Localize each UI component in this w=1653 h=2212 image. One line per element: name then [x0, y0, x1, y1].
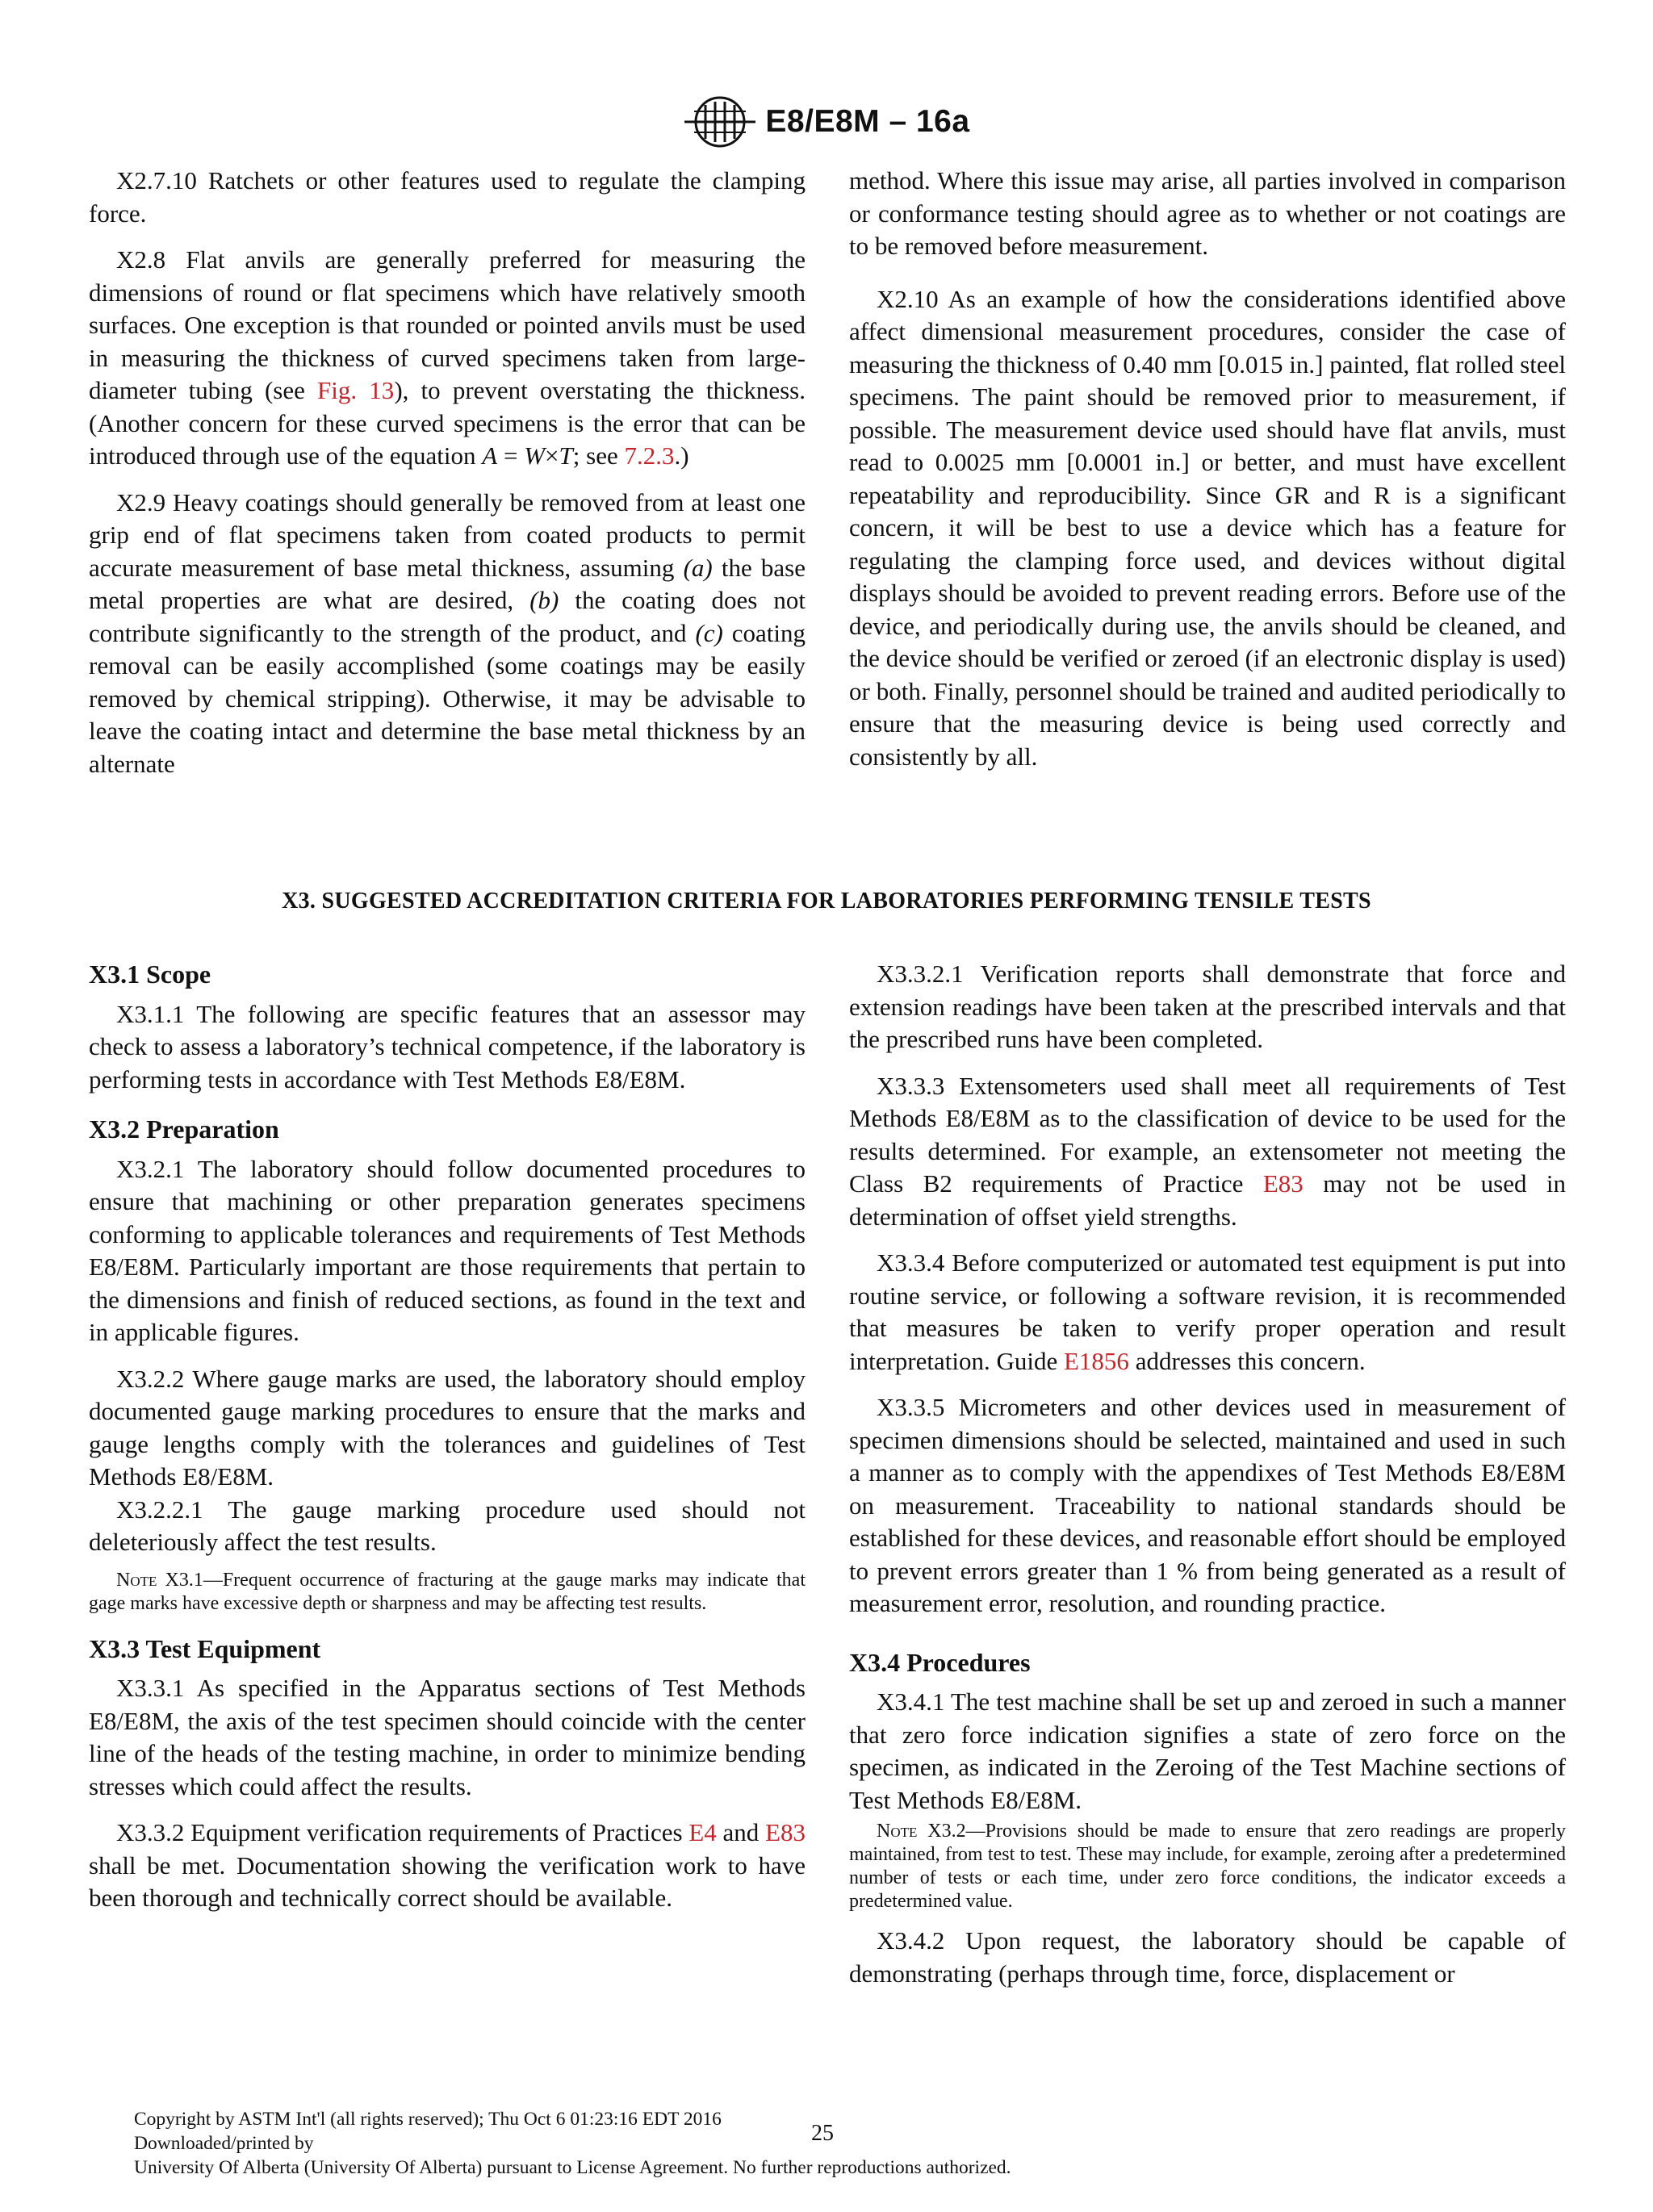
heading-x3-2: X3.2 Preparation: [89, 1114, 279, 1144]
para-x3-2-1: X3.2.1 The laboratory should follow documented procedures to ensure that machining or other preparation generates specimens conforming to applicable tolerances and requirements of Test Methods E8/E8M. Particularly important are those requirements that pertain to the dimensions and finish of reduced sections, as found in the text and in applicable figures.: [89, 1154, 806, 1346]
footer-license: University Of Alberta (University Of Alberta) pursuant to License Agreement. No further reproductions authorized.: [134, 2157, 1011, 2178]
para-x3-3-2-1: X3.3.2.1 Verification reports shall demonstrate that force and extension readings have been taken at the prescribed intervals and that the prescribed runs have been completed.: [849, 960, 1566, 1053]
heading-x3-4: X3.4 Procedures: [849, 1647, 1031, 1677]
link-e83-practice[interactable]: E83: [1262, 1169, 1304, 1198]
para-x2-7-10: X2.7.10 Ratchets or other features used to regulate the clamping force.: [89, 166, 806, 228]
standard-designation: E8/E8M – 16a: [765, 104, 970, 139]
para-x3-3-5: X3.3.5 Micrometers and other devices used in measurement of specimen dimensions should be selected, maintained and used in such a manner as to comply with the appendixes of Test Methods E8/E8M on measurement. Traceability to national standards should be established for these devices, and reasonable effort should be employed to prevent errors greater than 1 % from being generated as a result of measurement error, resolution, and rounding practice.: [849, 1393, 1566, 1617]
link-fig-13[interactable]: Fig. 13: [317, 376, 395, 404]
astm-logo-icon: [683, 94, 757, 150]
para-x3-4-2: X3.4.2 Upon request, the laboratory should be capable of demonstrating (perhaps through time, force, displacement or: [849, 1926, 1566, 1988]
para-x2-9: X2.9 Heavy coatings should generally be removed from at least one grip end of flat specimens taken from coated products to permit accurate measurement of base metal thickness, assuming (a) the base metal properties are what are desired, (b) the coating does not contribute significantly to the strength of the product, and (c) coating removal can be easily accomplished (some coatings may be easily removed by chemical stripping). Otherwise, it may be advisable to leave the coating intact and determine the base metal thickness by an alternate: [89, 487, 806, 778]
top-right-column: [849, 165, 1566, 773]
link-e83[interactable]: E83: [765, 1818, 806, 1846]
link-e1856[interactable]: E1856: [1064, 1346, 1129, 1375]
para-x3-2-2-1: X3.2.2.1 The gauge marking procedure used should not deleteriously affect the test results.: [89, 1495, 806, 1556]
para-x2-10: X2.10 As an example of how the considerations identified above affect dimensional measurement procedures, consider the case of measuring the thickness of 0.40 mm [0.015 in.] painted, flat rolled steel specimens. The paint should be removed prior to measurement, if possible. The measurement device used should have flat anvils, must read to 0.0025 mm [0.0001 in.] or better, and must have excellent repeatability and reproducibility. Since GR and R is a significant concern, it will be best to use a device which has a feature for regulating the clamping force used, and devices without digital displays should be avoided to prevent reading errors. Before use of the device, and periodically during use, the anvils should be cleaned, and the device should be verified or zeroed (if an electronic display is used) or both. Finally, personnel should be trained and audited periodically to ensure that the measuring device is being used correctly and consistently by all.: [849, 284, 1566, 771]
note-x3-2: Note X3.2—Provisions should be made to ensure that zero readings are properly maintained, from test to test. These may include, for example, zeroing after a predetermined number of tests or each time, under zero force conditions, the indicator exceeds a predetermined value.: [849, 1821, 1566, 1912]
para-x3-1-1: X3.1.1 The following are specific features that an assessor may check to assess a laboratory’s technical competence, if the laboratory is performing tests in accordance with Test Methods E8/E8M.: [89, 999, 806, 1093]
link-7-2-3[interactable]: 7.2.3: [624, 441, 675, 470]
para-x3-3-2: X3.3.2 Equipment verification requirements of Practices E4 and E83 shall be met. Documentation showing the verification work to have been thorough and technically correct should be available.: [89, 1818, 806, 1912]
para-x2-8: X2.8 Flat anvils are generally preferred for measuring the dimensions of round or flat specimens which have relatively smooth surfaces. One exception is that rounded or pointed anvils must be used in measuring the thickness of curved specimens taken from large-diameter tubing (see Fig. 13), to prevent overstating the thickness. (Another concern for these curved specimens is the error that can be introduced through use of the equation A = W×T; see 7.2.3.): [89, 245, 806, 470]
para-x2-9-cont: method. Where this issue may arise, all parties involved in comparison or conformance testing should agree as to whether or not coatings are to be removed before measurement.: [849, 166, 1566, 260]
para-x3-4-1: X3.4.1 The test machine shall be set up and zeroed in such a manner that zero force indication signifies a state of zero force on the specimen, as indicated in the Zeroing of the Test Machine sections of Test Methods E8/E8M.: [849, 1687, 1566, 1814]
page-number: 25: [811, 2121, 834, 2146]
section-title: X3. SUGGESTED ACCREDITATION CRITERIA FOR LABORATORIES PERFORMING TENSILE TESTS: [282, 889, 1371, 914]
page-header: [0, 94, 1653, 150]
footer-downloaded: Downloaded/printed by: [134, 2133, 314, 2154]
note-x3-1: Note X3.1—Frequent occurrence of fracturing at the gauge marks may indicate that gage marks have excessive depth or sharpness and may be affecting test results.: [89, 1569, 806, 1614]
para-x3-3-4: X3.3.4 Before computerized or automated test equipment is put into routine service, or following a software revision, it is recommended that measures be taken to verify proper operation and result interpretation. Guide E1856 addresses this concern.: [849, 1248, 1566, 1375]
footer-copyright: Copyright by ASTM Int'l (all rights reserved); Thu Oct 6 01:23:16 EDT 2016: [134, 2109, 722, 2130]
para-x3-3-3: X3.3.3 Extensometers used shall meet all requirements of Test Methods E8/E8M as to the classification of device to be used for the results determined. For example, an extensometer not meeting the Class B2 requirements of Practice E83 may not be used in determination of offset yield strengths.: [849, 1071, 1566, 1231]
top-left-column: [89, 165, 806, 780]
bottom-right-column: [849, 958, 1566, 1990]
heading-x3-1: X3.1 Scope: [89, 960, 211, 989]
para-x3-3-1: X3.3.1 As specified in the Apparatus sections of Test Methods E8/E8M, the axis of the test specimen should coincide with the center line of the heads of the testing machine, in order to minimize bending stresses which could affect the results.: [89, 1674, 806, 1800]
para-x3-2-2: X3.2.2 Where gauge marks are used, the laboratory should employ documented gauge marking procedures to ensure that the marks and gauge lengths comply with the tolerances and guidelines of Test Methods E8/E8M.: [89, 1364, 806, 1491]
link-e4[interactable]: E4: [688, 1818, 717, 1846]
heading-x3-3: X3.3 Test Equipment: [89, 1633, 321, 1663]
page-footer: [134, 2107, 1425, 2180]
bottom-left-column: [89, 958, 806, 1915]
